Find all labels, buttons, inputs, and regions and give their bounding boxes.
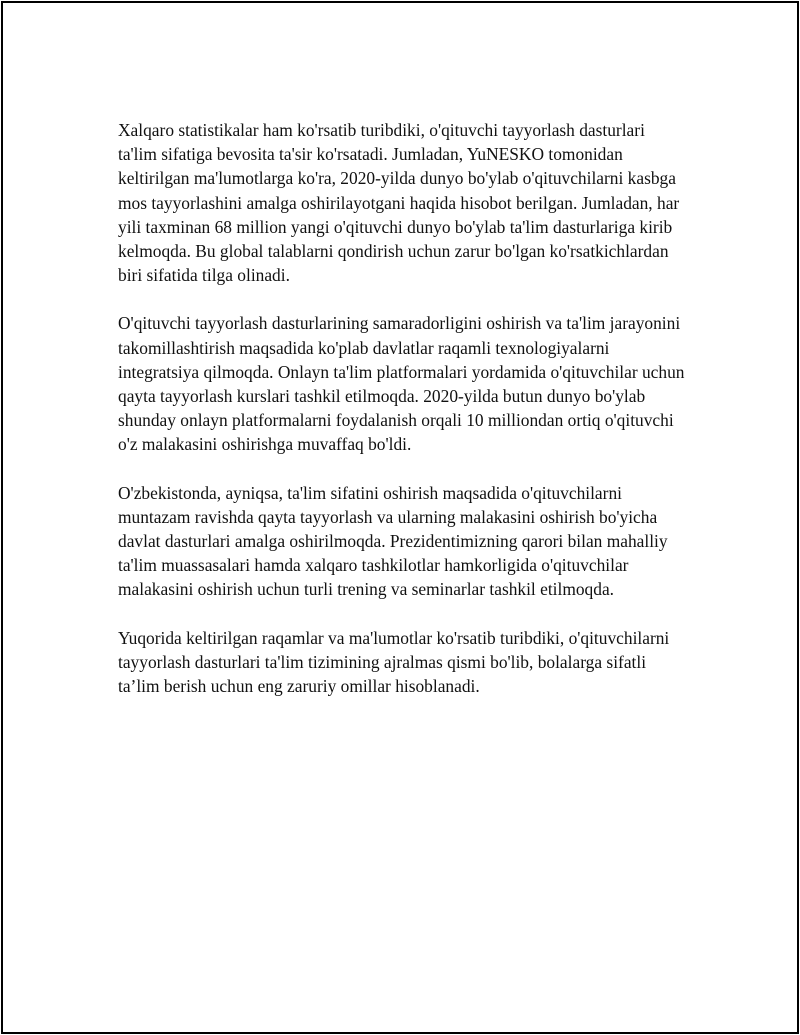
page-frame <box>1 1 799 1034</box>
paragraph-3: O'zbekistonda, ayniqsa, ta'lim sifatini oshirish maqsadida o'qituvchilarni muntazam ravishda qayta tayyorlash va ularning malakasini oshirish bo'yicha davlat dasturlari amalga oshirilmoqda. Prezidentimizning qarori bilan mahalliy ta'lim muassasalari hamda xalqaro tashkilotlar hamkorligida o'qituvchilar malakasini oshirish uchun turli trening va seminarlar tashkil etilmoqda. <box>118 482 668 600</box>
document-body <box>118 118 688 722</box>
paragraph-2: O'qituvchi tayyorlash dasturlarining samaradorligini oshirish va ta'lim jarayonini takomillashtirish maqsadida ko'plab davlatlar raqamli texnologiyalarni integratsiya qilmoqda. Onlayn ta'lim platformalari yordamida o'qituvchilar uchun qayta tayyorlash kurslari tashkil etilmoqda. 2020-yilda butun dunyo bo'ylab shunday onlayn platformalarni foydalanish orqali 10 milliondan ortiq o'qituvchi o'z malakasini oshirishga muvaffaq bo'ldi. <box>118 313 685 455</box>
paragraph-1: Xalqaro statistikalar ham ko'rsatib turibdiki, o'qituvchi tayyorlash dasturlari ta'lim sifatiga bevosita ta'sir ko'rsatadi. Jumladan, YuNESKO tomonidan keltirilgan ma'lumotlarga ko'ra, 2020-yilda dunyo bo'ylab o'qituvchilarni kasbga mos tayyorlashini amalga oshirilayotgani haqida hisobot berilgan. Jumladan, har yili taxminan 68 million yangi o'qituvchi dunyo bo'ylab ta'lim dasturlariga kirib kelmoqda. Bu global talablarni qondirish uchun zarur bo'lgan ko'rsatkichlardan biri sifatida tilga olinadi. <box>118 120 680 286</box>
paragraph-4: Yuqorida keltirilgan raqamlar va ma'lumotlar ko'rsatib turibdiki, o'qituvchilarni tayyorlash dasturlari ta'lim tizimining ajralmas qismi bo'lib, bolalarga sifatli ta’lim berish uchun eng zaruriy omillar hisoblanadi. <box>118 627 670 697</box>
